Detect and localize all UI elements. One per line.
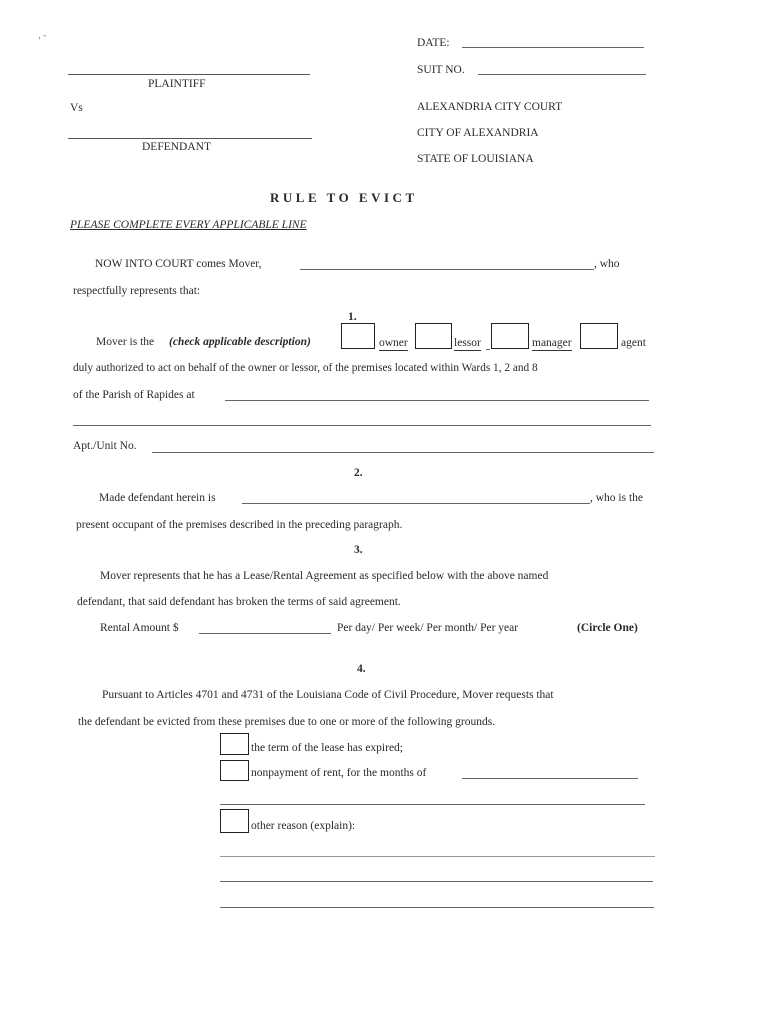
other-reason-checkbox[interactable] [220,809,249,833]
who-text: , who [594,258,620,270]
lease-expired-checkbox[interactable] [220,733,249,755]
section-4-number: 4. [357,663,366,675]
who-is-the-text: , who is the [590,492,644,504]
manager-option-label: manager [532,337,572,349]
lease-expired-label: the term of the lease has expired; [251,742,403,754]
scan-mark: ‚ ‐ [38,30,47,40]
rental-period-options[interactable]: Per day/ Per week/ Per month/ Per year [337,622,519,634]
mover-name-field[interactable] [300,269,594,270]
other-reason-label: other reason (explain): [251,820,356,832]
court-name: ALEXANDRIA CITY COURT [417,101,563,113]
defendant-field[interactable] [68,138,312,139]
vs-label: Vs [70,102,83,114]
lessor-option-label: lessor [454,337,481,349]
lessor-line [486,349,490,350]
section-2-number: 2. [354,467,363,479]
lease-agreement-text: Mover represents that he has a Lease/Rental Agreement as specified below with the above named [100,570,549,582]
rental-amount-field[interactable] [199,633,331,634]
premises-address-field-2[interactable] [73,425,651,426]
premises-address-field[interactable] [225,400,649,401]
parish-label: of the Parish of Rapides at [73,389,195,401]
section-1-number: 1. [348,311,357,323]
duly-authorized-text: duly authorized to act on behalf of the owner or lessor, of the premises located within Wards 1, 2 and 8 [73,362,538,374]
nonpayment-months-field-2[interactable] [220,804,645,805]
made-defendant-text: Made defendant herein is [99,492,216,504]
apt-unit-label: Apt./Unit No. [73,440,137,452]
other-reason-line-2[interactable] [220,881,653,882]
court-city: CITY OF ALEXANDRIA [417,127,539,139]
defendant-name-field[interactable] [242,503,590,504]
respectfully-text: respectfully represents that: [73,285,201,297]
suit-number-label: SUIT NO. [417,64,465,76]
plaintiff-label: PLAINTIFF [148,78,206,90]
nonpayment-checkbox[interactable] [220,760,249,781]
broken-terms-text: defendant, that said defendant has broken the terms of said agreement. [77,596,401,608]
section-3-number: 3. [354,544,363,556]
agent-checkbox[interactable] [580,323,618,349]
nonpayment-label: nonpayment of rent, for the months of [251,767,427,779]
other-reason-line-1[interactable] [220,856,655,857]
apt-unit-field[interactable] [152,452,654,453]
plaintiff-field[interactable] [68,74,310,75]
rental-amount-label: Rental Amount $ [100,622,179,634]
court-state: STATE OF LOUISIANA [417,153,534,165]
defendant-label: DEFENDANT [142,141,211,153]
now-into-court-text: NOW INTO COURT comes Mover, [95,258,262,270]
check-description-text: (check applicable description) [169,336,311,348]
nonpayment-months-field[interactable] [462,778,638,779]
evicted-text: the defendant be evicted from these premises due to one or more of the following grounds. [78,716,496,728]
mover-is-text: Mover is the [96,336,155,348]
lessor-checkbox[interactable] [415,323,452,349]
suit-number-field[interactable] [478,74,646,75]
date-field[interactable] [462,47,644,48]
agent-option-label: agent [621,337,646,349]
page-title: RULE TO EVICT [270,190,418,205]
date-label: DATE: [417,37,450,49]
manager-checkbox[interactable] [491,323,529,349]
owner-checkbox[interactable] [341,323,375,349]
present-occupant-text: present occupant of the premises described in the preceding paragraph. [76,519,403,531]
other-reason-line-3[interactable] [220,907,654,908]
owner-option-label: owner [379,337,408,349]
instruction-text: PLEASE COMPLETE EVERY APPLICABLE LINE [70,219,307,231]
circle-one-text: (Circle One) [577,622,638,634]
articles-text: Pursuant to Articles 4701 and 4731 of the Louisiana Code of Civil Procedure, Mover requests that [102,689,554,701]
